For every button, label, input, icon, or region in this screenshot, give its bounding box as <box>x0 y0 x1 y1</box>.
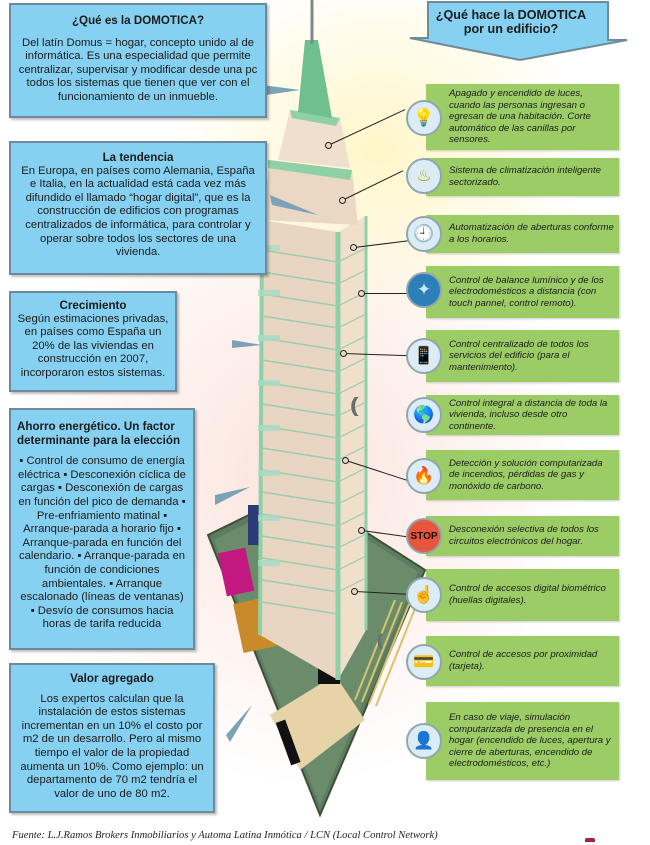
source-caption: Fuente: L.J.Ramos Brokers Inmobiliarios y Automa Latina Inmótica / LCN (Local Control Network) <box>12 830 438 841</box>
connector-dot <box>339 197 346 204</box>
info-box-ahorro <box>9 408 195 650</box>
clock-window-icon: 🕘 <box>406 216 442 252</box>
feature-item: Desconexión selectiva de todos los circuitos electrónicos del hogar. <box>426 516 619 556</box>
connector-line <box>362 293 410 294</box>
feature-item: Control centralizado de todos los servicios del edificio (para el mantenimiento). <box>426 330 619 382</box>
info-box-title: Ahorro energético. Un factor determinante para la elección <box>17 420 181 447</box>
fire-icon: 🔥 <box>406 458 442 494</box>
info-box-body: Del latín Domus = hogar, concepto unido al de informática. Es una especialidad que permite centralizar, supervisar y modificar desde una pc todos los sistemas que tienen que ver con el funcionamiento de un inmueble. <box>18 36 258 103</box>
info-box-body: Según estimaciones privadas, en países como España un 20% de las viviendas en construcción en 2007, incorporaron estos sistemas. <box>17 312 169 379</box>
feature-item: Apagado y encendido de luces, cuando las personas ingresan o egresan de una habitación. Corte automático de las canillas por sensores. <box>426 84 619 150</box>
info-box-que-es <box>9 3 267 118</box>
header-arrow <box>420 2 620 62</box>
logo-mark <box>585 838 595 842</box>
info-box-body: Los expertos calculan que la instalación de estos sistemas incrementan en un 10% el costo por m2 de un desarrollo. Pero al mismo tiempo el valor de la propiedad aumenta un 10%. Como ejemplo: un departamento de 70 m2 tendría el valor de uno de 80 m2. <box>20 692 204 800</box>
spire <box>298 40 332 118</box>
light-beam-icon: ✦ <box>406 272 442 308</box>
header-title: ¿Qué hace la DOMOTICA por un edificio? <box>435 8 587 36</box>
fingerprint-icon: ☝ <box>406 577 442 613</box>
connector-dot <box>325 142 332 149</box>
light-bulb-icon: 💡 <box>406 100 442 136</box>
info-box-body: ▪ Control de consumo de energía eléctrica ▪ Desconexión cíclica de cargas ▪ Desconexión de cargas en función del pico de demanda ▪ Pre-enfriamiento matinal ▪ Arranque-parada a horario fijo ▪ Arranque-parada en función del calendario. ▪ Arranque-parada en función de condiciones ambientales. ▪ Arranque escalonado (líneas de ventanas) ▪ Desvío de consumos hacia horas de tarifa reducida <box>18 455 186 631</box>
globe-icon: 🌎 <box>406 397 442 433</box>
info-box-title: Crecimiento <box>59 299 127 312</box>
feature-item: Control de accesos por proximidad (tarjeta). <box>426 636 619 686</box>
connector-dot <box>350 244 357 251</box>
connector-dot <box>358 290 365 297</box>
feature-item: Automatización de aberturas conforme a los horarios. <box>426 215 619 253</box>
connector-dot <box>358 527 365 534</box>
stop-sign-icon: STOP <box>406 518 442 554</box>
info-box-title: La tendencia <box>102 151 174 164</box>
info-box-title: ¿Qué es la DOMOTICA? <box>71 14 205 27</box>
info-box-title: Valor agregado <box>70 672 154 685</box>
connector-dot <box>340 350 347 357</box>
person-presence-icon: 👤 <box>406 723 442 759</box>
feature-item: Control de balance lumínico y de los electrodomésticos a distancia (con touch pannel, control remoto). <box>426 266 619 318</box>
feature-item: Control integral a distancia de toda la vivienda, incluso desde otro continente. <box>426 395 619 435</box>
remote-control-icon: 📱 <box>406 338 442 374</box>
wireless-signal-icon: (((( <box>350 395 353 417</box>
feature-item: Control de accesos digital biométrico (huellas digitales). <box>426 569 619 621</box>
connector-dot <box>351 588 358 595</box>
feature-item: Sistema de climatización inteligente sectorizado. <box>426 158 619 196</box>
info-box-valor <box>9 663 215 813</box>
feature-item: Detección y solución computarizada de incendios, pérdidas de gas y monóxido de carbono. <box>426 450 619 500</box>
info-box-body: En Europa, en países como Alemania, España e Italia, en la actualidad está cada vez más difundido el llamado “hogar digital”, que es la construcción de edificios con programas centralizados de informática, para controlar y operar sobre todos los sectores de una vivienda. <box>21 164 255 259</box>
info-box-crecimiento <box>9 291 177 392</box>
heater-icon: ♨ <box>406 158 442 194</box>
info-box-tendencia <box>9 141 267 275</box>
feature-item: En caso de viaje, simulación computarizada de presencia en el hogar (encendido de luces, apertura y cierre de aberturas, encendido de electrodomésticos, etc.) <box>426 702 619 780</box>
connector-dot <box>342 457 349 464</box>
card-reader-icon: 💳 <box>406 644 442 680</box>
